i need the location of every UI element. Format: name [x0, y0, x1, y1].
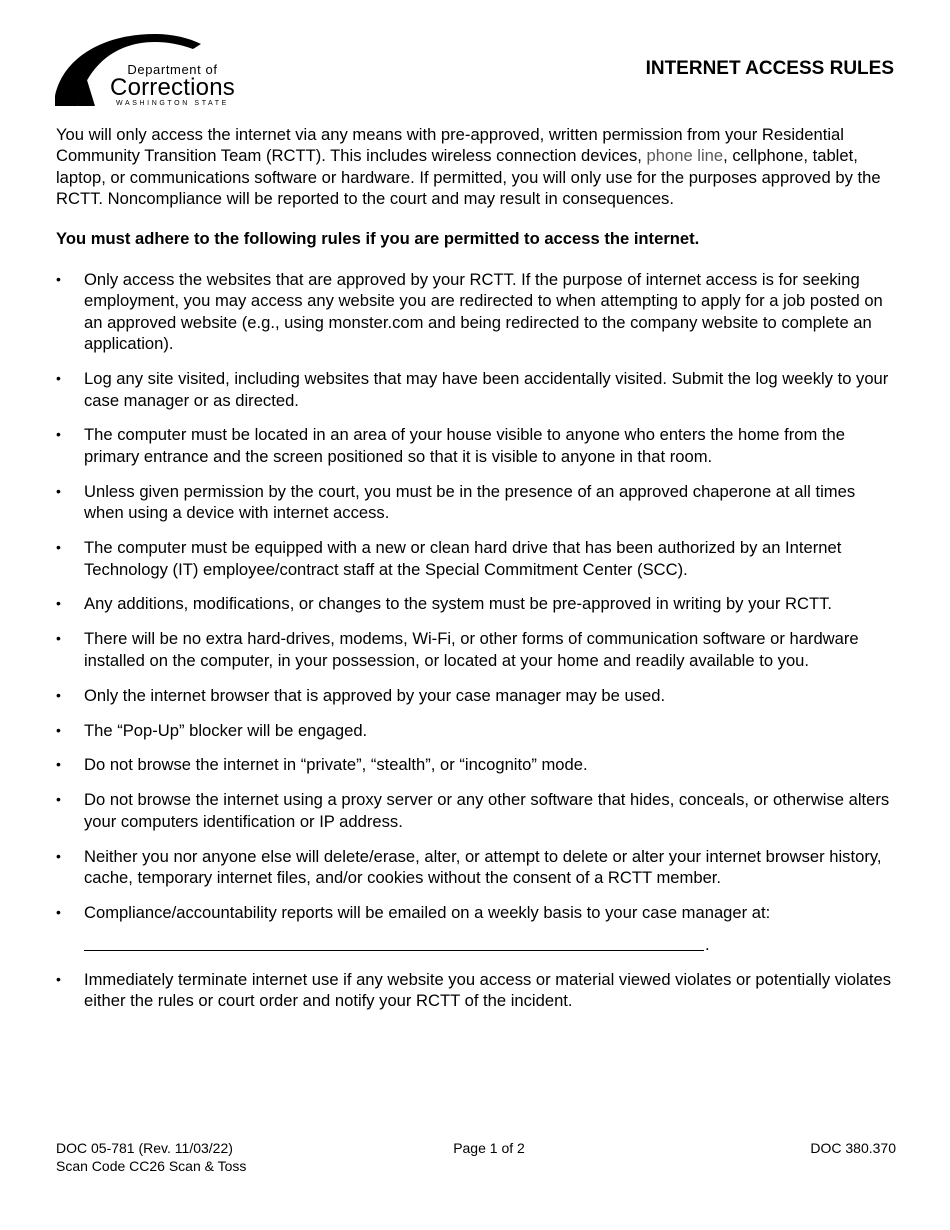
rule-item — [56, 628, 896, 671]
rule-item — [56, 902, 896, 955]
intro-paragraph — [56, 124, 896, 210]
rule-item — [56, 424, 896, 467]
rule-item — [56, 969, 896, 1012]
bullet-icon: • — [56, 482, 61, 499]
bullet-icon: • — [56, 847, 61, 864]
rule-item — [56, 846, 896, 889]
email-blank-period: . — [705, 934, 710, 954]
rule-text: There will be no extra hard-drives, modems, Wi-Fi, or other forms of communication software or hardware installed on the computer, in your possession, or located at your home and readily available to you. — [84, 629, 859, 670]
rule-item — [56, 593, 896, 614]
rule-item — [56, 537, 896, 580]
bullet-icon: • — [56, 756, 61, 773]
rule-text: The computer must be located in an area of your house visible to anyone who enters the home from the primary entrance and the screen positioned so that it is visible to anyone in that room. — [84, 425, 845, 466]
bullet-icon: • — [56, 970, 61, 987]
rules-lead: You must adhere to the following rules if you are permitted to access the internet. — [56, 228, 700, 248]
bullet-icon: • — [56, 903, 61, 920]
intro-text-1: You will only access the internet via any means with pre-approved, written permission from your Residential Community Transition Team (RCTT). This includes wireless connection devices, — [56, 125, 844, 166]
rule-item — [56, 269, 896, 355]
logo-corrections: Corrections — [110, 74, 235, 101]
bullet-icon: • — [56, 630, 61, 647]
rule-text: Compliance/accountability reports will be emailed on a weekly basis to your case manager at: — [84, 902, 771, 922]
department-logo — [55, 32, 245, 110]
rule-text: Immediately terminate internet use if any website you access or material viewed violates or potentially violates either the rules or court order and notify your RCTT of the incident. — [84, 969, 892, 1011]
rule-text: Only access the websites that are approved by your RCTT. If the purpose of internet access is for seeking employment, you may access any website you are redirected to when attempting to apply for a job posted on an approved website (e.g., using monster.com and being redirected to the company website to complete an application). — [84, 270, 883, 354]
bullet-icon: • — [56, 721, 61, 738]
bullet-icon: • — [56, 539, 61, 556]
bullet-icon: • — [56, 595, 61, 612]
rule-text: Do not browse the internet using a proxy server or any other software that hides, conceals, or otherwise alters your computers identification or IP address. — [84, 790, 890, 831]
intro-text-2: , cellphone, tablet, laptop, or communications software or hardware. If permitted, you will only use for the purposes approved by the RCTT. Noncompliance will be reported to the court and may result in consequences. — [56, 146, 881, 209]
document-body — [56, 124, 896, 1025]
rule-item — [56, 685, 896, 706]
rule-text: Log any site visited, including websites that may have been accidentally visited. Submit the log weekly to your case manager or as directed. — [84, 369, 889, 410]
rule-text: Only the internet browser that is approved by your case manager may be used. — [84, 685, 666, 705]
page-number: Page 1 of 2 — [453, 1140, 525, 1156]
page-title: INTERNET ACCESS RULES — [645, 58, 894, 79]
bullet-icon: • — [56, 271, 61, 288]
intro-highlight: phone line — [646, 146, 724, 166]
bullet-icon: • — [56, 370, 61, 387]
form-number: DOC 05-781 (Rev. 11/03/22) — [56, 1140, 233, 1156]
logo-department-of: Department of — [127, 62, 218, 77]
rule-item — [56, 368, 896, 411]
rule-item — [56, 481, 896, 524]
bullet-icon: • — [56, 686, 61, 703]
scan-code: Scan Code CC26 Scan & Toss — [56, 1158, 247, 1174]
email-blank-underline — [84, 950, 704, 951]
rule-item — [56, 720, 896, 741]
rule-text: The “Pop-Up” blocker will be engaged. — [84, 720, 368, 740]
policy-number: DOC 380.370 — [810, 1140, 896, 1156]
bullet-icon: • — [56, 791, 61, 808]
logo-washington-state: WASHINGTON STATE — [116, 100, 229, 107]
rule-text: The computer must be equipped with a new or clean hard drive that has been authorized by an Internet Technology (IT) employee/contract staff at the Special Commitment Center (SCC). — [84, 538, 842, 579]
rule-item — [56, 789, 896, 832]
rule-item — [56, 754, 896, 775]
bullet-icon: • — [56, 426, 61, 443]
logo-text — [100, 63, 245, 109]
rule-text: Unless given permission by the court, you must be in the presence of an approved chaperone at all times when using a device with internet access. — [84, 481, 856, 523]
case-manager-email-blank[interactable] — [84, 933, 734, 955]
rule-text: Do not browse the internet in “private”, “stealth”, or “incognito” mode. — [84, 755, 588, 775]
rules-list — [56, 269, 896, 1012]
rule-text: Any additions, modifications, or changes to the system must be pre-approved in writing by your RCTT. — [84, 594, 832, 614]
rule-text: Neither you nor anyone else will delete/erase, alter, or attempt to delete or alter your internet browser history, cache, temporary internet files, and/or cookies without the consent of a RCTT member. — [84, 846, 882, 888]
